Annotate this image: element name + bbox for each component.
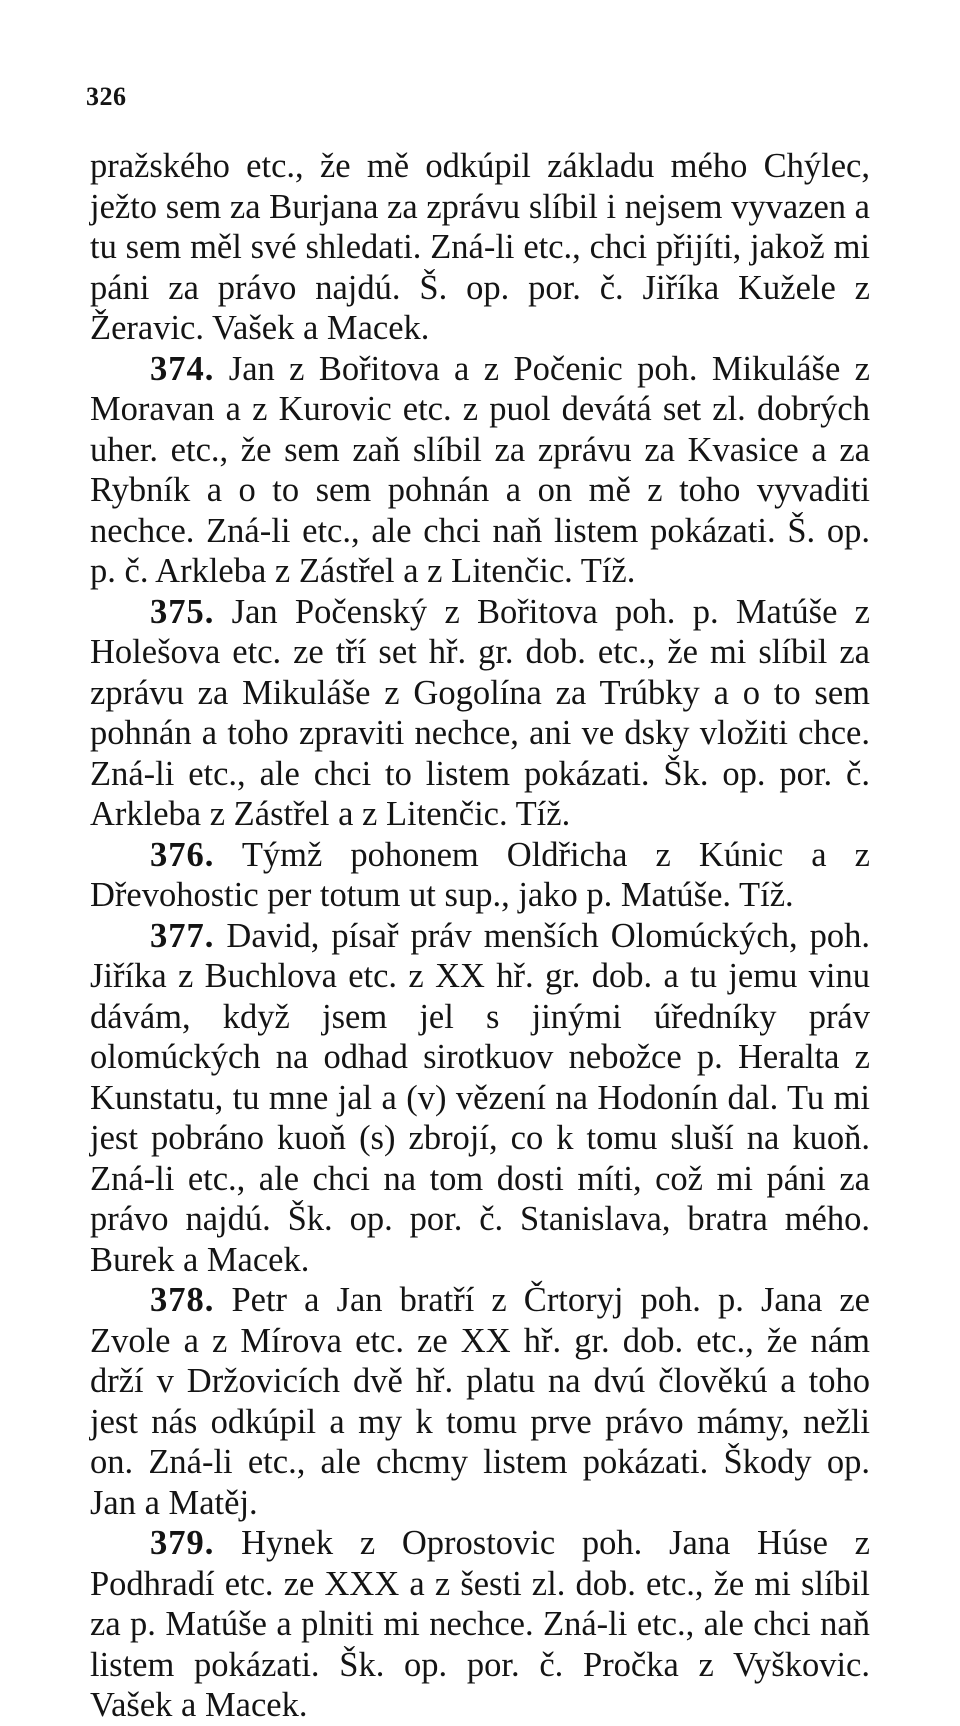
entry-text: Hynek z Oprostovic poh. Jana Húse z Podhradí etc. ze XXX a z šesti zl. dob. etc., že mi slíbil za p. Matúše a plniti mi nechce. Zná-li etc., ale chci naň listem pokázati. Šk. op. por. č. Pročka z Vyškovic. Vašek a Macek. [90,1524,870,1724]
entry-number: 377. [150,916,215,955]
entry-text: Jan z Bořitova a z Počenic poh. Mikuláše z Moravan a z Kurovic etc. z puol devátá set zl. dobrých uher. etc., že sem zaň slíbil za zprávu za Kvasice a za Rybník a o to sem pohnán a on mě z toho vyvaditi nechce. Zná-li etc., ale chci naň listem pokázati. Š. op. p. č. Arkleba z Zástřel a z Litenčic. Tíž. [90,349,870,590]
entry-text: Jan Počenský z Bořitova poh. p. Matúše z Holešova etc. ze tří set hř. gr. dob. etc., že mi slíbil za zprávu za Mikuláše z Gogolína za Trúbky a o to sem pohnán a toho zpraviti nechce, ani ve dsky vložiti chce. Zná-li etc., ale chci to listem pokázati. Šk. op. por. č. Arkleba z Zástřel a z Litenčic. Tíž. [90,592,870,833]
entry-number: 376. [150,835,215,874]
entry-text: David, písař práv menších Olomúckých, poh. Jiříka z Buchlova etc. z XX hř. gr. dob. a tu jemu vinu dávám, když jsem jel s jinými úředníky práv olomúckých na odhad sirotkuov nebožce p. Heralta z Kunstatu, tu mne jal a (v) vězení na Hodonín dal. Tu mi jest pobráno kuoň (s) zbrojí, co k tomu sluší na kuoň. Zná-li etc., ale chci na tom dosti míti, což mi páni za právo najdú. Šk. op. por. č. Stanislava, bratra mého. Burek a Macek. [90,916,870,1279]
entry-continuation [90,146,870,349]
entry-number: 378. [150,1281,215,1319]
entry-number: 379. [150,1524,215,1562]
entry-376 [90,835,870,916]
entry-374 [90,349,870,592]
text-body [90,146,870,1726]
entry-375 [90,592,870,835]
entry-text: Petr a Jan bratří z Črtoryj poh. p. Jana ze Zvole a z Mírova etc. ze XX hř. gr. dob. etc., že nám drží v Držovicích dvě hř. platu na dvú člověkú a toho jest nás odkúpil a my k tomu prve právo mámy, nežli on. Zná-li etc., ale chcmy listem pokázati. Škody op. Jan a Matěj. [90,1281,870,1522]
entry-text: Týmž pohonem Oldřicha z Kúnic a z Dřevohostic per totum ut sup., jako p. Matúše. Tíž. [90,835,870,914]
entry-text: pražského etc., že mě odkúpil základu mého Chýlec, ježto sem za Burjana za zprávu slíbil i nejsem vyvazen a tu sem měl své shledati. Zná-li etc., chci přijíti, jakož mi páni za právo najdú. Š. op. por. č. Jiříka Kužele z Žeravic. Vašek a Macek. [90,147,870,347]
page-number: 326 [86,82,127,111]
entry-number: 374. [150,349,215,388]
entry-379 [90,1523,870,1726]
entry-number: 375. [150,592,215,631]
entry-378 [90,1280,870,1523]
entry-377 [90,916,870,1281]
